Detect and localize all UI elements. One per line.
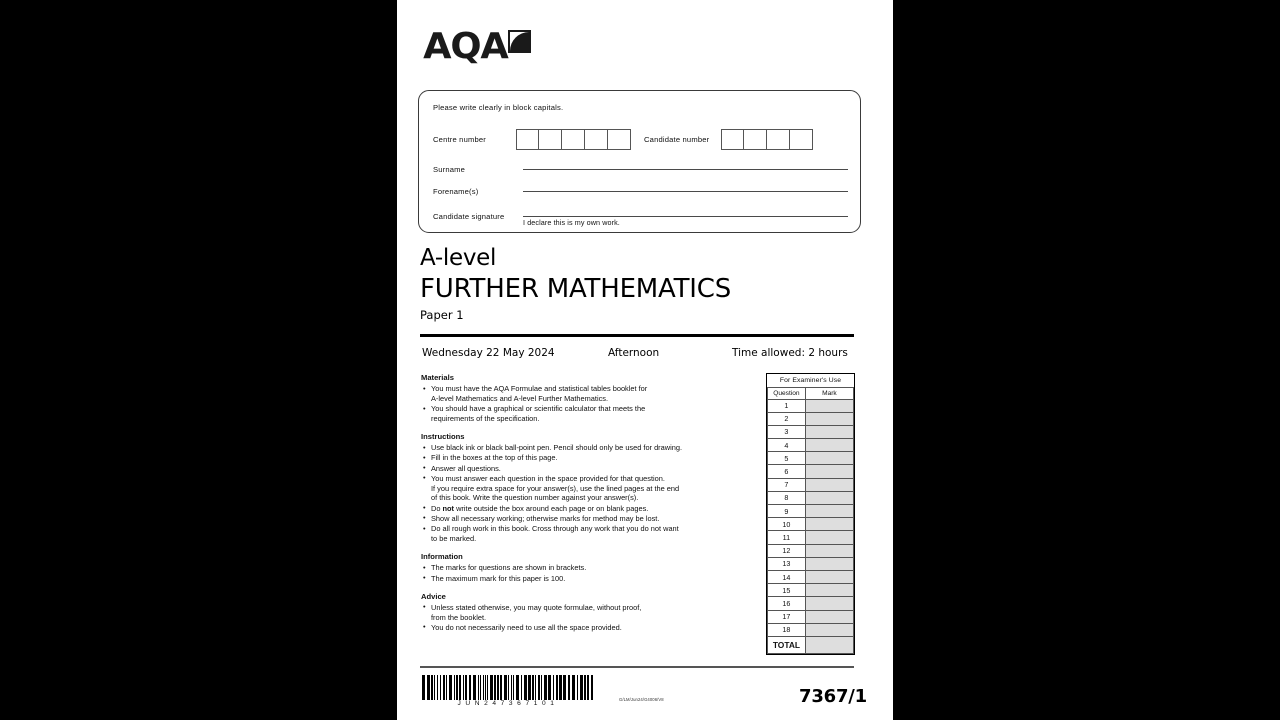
table-row (768, 412, 854, 425)
candidate-signature-label: Candidate signature (433, 212, 505, 221)
instruction-item (422, 384, 765, 404)
instruction-line: • You do not necessarily need to use all the space provided. (431, 622, 622, 632)
barcode-bar (449, 675, 452, 700)
table-row (768, 439, 854, 452)
barcode-bar (556, 675, 558, 700)
barcode-bar (465, 675, 467, 700)
mark-cell[interactable] (805, 399, 853, 412)
declaration-text: I declare this is my own work. (523, 218, 620, 227)
barcode-bar (559, 675, 562, 700)
mark-cell[interactable] (805, 531, 853, 544)
instruction-item (422, 474, 765, 503)
question-number-cell: 9 (768, 505, 806, 518)
barcode-digits: JUN247367101 (457, 700, 559, 707)
document-code: G/LM/Jun24/G4006/V8 (619, 697, 664, 702)
footer-divider (420, 666, 854, 668)
mark-cell[interactable] (805, 439, 853, 452)
exam-duration: Time allowed: 2 hours (732, 347, 848, 359)
table-row (768, 584, 854, 597)
barcode-bar (427, 675, 430, 700)
barcode-bar (469, 675, 471, 700)
centre-number-cell[interactable] (562, 129, 585, 150)
mark-cell[interactable] (805, 412, 853, 425)
barcode-bar (511, 675, 512, 700)
instruction-item (422, 404, 765, 424)
question-number-cell: 5 (768, 452, 806, 465)
barcode-bar (587, 675, 589, 700)
section-bullet-list (422, 384, 765, 424)
exam-session: Afternoon (608, 347, 660, 359)
centre-number-cell[interactable] (585, 129, 608, 150)
question-number-cell: 3 (768, 425, 806, 438)
barcode-bar (568, 675, 570, 700)
instruction-item (422, 574, 765, 584)
barcode-bar (431, 675, 433, 700)
instruction-line: • Do not write outside the box around each page or on blank pages. (431, 503, 649, 513)
section-gap (421, 584, 765, 592)
instruction-line: • Show all necessary working; otherwise marks for method may be lost. (431, 513, 660, 523)
candidate-number-boxes[interactable] (721, 129, 813, 150)
centre-number-label: Centre number (433, 135, 486, 144)
instruction-item (422, 603, 765, 623)
centre-number-cell[interactable] (516, 129, 539, 150)
mark-cell[interactable] (805, 544, 853, 557)
table-row-total (768, 636, 854, 653)
barcode-bar (463, 675, 464, 700)
barcode-bar (443, 675, 445, 700)
table-row (768, 518, 854, 531)
mark-cell[interactable] (805, 584, 853, 597)
barcode-bar (541, 675, 542, 700)
table-row (768, 623, 854, 636)
question-number-cell: 4 (768, 439, 806, 452)
barcode-bar (538, 675, 540, 700)
barcode-bar (459, 675, 461, 700)
barcode-bar (456, 675, 458, 700)
instructions-column (421, 373, 765, 633)
barcode-bar (521, 675, 522, 700)
table-row (768, 557, 854, 570)
table-row (768, 478, 854, 491)
question-number-cell: 17 (768, 610, 806, 623)
question-number-cell: 11 (768, 531, 806, 544)
barcode-icon (422, 675, 594, 700)
barcode-bar (487, 675, 488, 700)
instruction-item (422, 453, 765, 463)
section-heading: Materials (421, 373, 454, 382)
paper-number: Paper 1 (420, 308, 464, 322)
paper-code: 7367/1 (799, 686, 867, 707)
candidate-details-box (418, 90, 861, 233)
barcode-bar (434, 675, 435, 700)
instruction-line: If you require extra space for your answer(s), use the lined pages at the end (431, 483, 680, 493)
candidate-number-label: Candidate number (644, 135, 710, 144)
table-row (768, 425, 854, 438)
instruction-item (422, 514, 765, 524)
barcode-bar (437, 675, 438, 700)
block-capitals-note: Please write clearly in block capitals. (433, 103, 564, 112)
instruction-line: • The maximum mark for this paper is 100. (431, 573, 566, 583)
table-row (768, 570, 854, 583)
total-mark-cell[interactable] (805, 636, 853, 653)
barcode-bar (548, 675, 551, 700)
aqa-logo (423, 26, 531, 67)
title-divider (420, 334, 854, 337)
barcode-bar (500, 675, 502, 700)
barcode-bar (494, 675, 496, 700)
barcode-bar (591, 675, 593, 700)
barcode-bar (563, 675, 566, 700)
section-heading: Instructions (421, 432, 465, 442)
barcode-bar (544, 675, 547, 700)
barcode-bar (504, 675, 507, 700)
forenames-field (433, 187, 848, 196)
section-bullet-list (422, 443, 765, 544)
centre-number-field (433, 129, 631, 150)
total-label-cell: TOTAL (768, 636, 806, 653)
barcode-bar (535, 675, 536, 700)
table-row (768, 505, 854, 518)
table-row (768, 465, 854, 478)
instruction-line: A-level Mathematics and A-level Further Mathematics. (431, 393, 609, 403)
instruction-line: • Answer all questions. (431, 463, 501, 473)
table-row (768, 610, 854, 623)
barcode-bar (528, 675, 531, 700)
instruction-line: • The marks for questions are shown in brackets. (431, 563, 587, 573)
mark-cell[interactable] (805, 452, 853, 465)
centre-number-cell[interactable] (608, 129, 631, 150)
barcode-bar (485, 675, 486, 700)
barcode-bar (532, 675, 534, 700)
candidate-number-cell[interactable] (767, 129, 790, 150)
barcode-bar (524, 675, 527, 700)
section-gap (421, 424, 765, 432)
examiner-table-col-mark: Mark (805, 387, 853, 399)
candidate-signature-input[interactable] (523, 216, 848, 217)
question-number-cell: 10 (768, 518, 806, 531)
instruction-item (422, 623, 765, 633)
barcode-bar (480, 675, 481, 700)
instruction-line: • Use black ink or black ball-point pen. Pencil should only be used for drawing. (431, 443, 683, 453)
barcode-bar (422, 675, 425, 700)
barcode-bar (483, 675, 484, 700)
section-bullet-list (422, 563, 765, 583)
instruction-item (422, 563, 765, 573)
question-number-cell: 16 (768, 597, 806, 610)
mark-cell[interactable] (805, 557, 853, 570)
examiner-table-title: For Examiner's Use (768, 374, 854, 387)
examiner-use-table (766, 373, 855, 655)
barcode-bar (454, 675, 455, 700)
barcode-bar (516, 675, 519, 700)
instruction-line: • Unless stated otherwise, you may quote formulae, without proof, (431, 602, 642, 612)
forenames-input[interactable] (523, 191, 848, 192)
forenames-label: Forename(s) (433, 187, 479, 196)
mark-cell[interactable] (805, 505, 853, 518)
instruction-line: to be marked. (431, 533, 477, 543)
barcode-bar (473, 675, 476, 700)
surname-field (433, 165, 848, 174)
surname-input[interactable] (523, 169, 848, 170)
section-bullet-list (422, 603, 765, 633)
instruction-line: • Fill in the boxes at the top of this page. (431, 453, 558, 463)
barcode-bar (513, 675, 514, 700)
qualification-level: A-level (420, 245, 497, 271)
table-row (768, 491, 854, 504)
table-row (768, 399, 854, 412)
question-number-cell: 15 (768, 584, 806, 597)
mark-cell[interactable] (805, 478, 853, 491)
surname-label: Surname (433, 165, 466, 174)
aqa-leaf-logo-icon (508, 30, 531, 53)
barcode-bar (580, 675, 583, 700)
question-number-cell: 14 (768, 570, 806, 583)
instruction-line: • You must answer each question in the space provided for that question. (431, 473, 665, 483)
instruction-line: from the booklet. (431, 612, 487, 622)
instruction-line: requirements of the specification. (431, 413, 540, 423)
mark-cell[interactable] (805, 597, 853, 610)
instruction-line: • You should have a graphical or scientific calculator that meets the (431, 404, 646, 414)
mark-cell[interactable] (805, 610, 853, 623)
question-number-cell: 13 (768, 557, 806, 570)
exam-paper-page (397, 0, 893, 720)
table-row (768, 452, 854, 465)
question-number-cell: 1 (768, 399, 806, 412)
instruction-item (422, 504, 765, 514)
mark-cell[interactable] (805, 623, 853, 636)
examiner-table-body (768, 399, 854, 653)
candidate-number-cell[interactable] (790, 129, 813, 150)
barcode-bar (508, 675, 509, 700)
table-row (768, 531, 854, 544)
examiner-table-col-question: Question (768, 387, 806, 399)
barcode-bar (584, 675, 586, 700)
candidate-number-field (644, 129, 813, 150)
section-heading: Advice (421, 591, 446, 601)
mark-cell[interactable] (805, 518, 853, 531)
instruction-item (422, 524, 765, 544)
instruction-line: • Do all rough work in this book. Cross through any work that you do not want (431, 524, 679, 534)
barcode-bar (553, 675, 554, 700)
mark-cell[interactable] (805, 465, 853, 478)
centre-number-cell[interactable] (539, 129, 562, 150)
subject-title: FURTHER MATHEMATICS (420, 274, 732, 304)
barcode-bar (577, 675, 578, 700)
barcode-bar (497, 675, 499, 700)
candidate-number-cell[interactable] (744, 129, 767, 150)
aqa-wordmark: AQA (423, 26, 508, 67)
instruction-item (422, 443, 765, 453)
question-number-cell: 7 (768, 478, 806, 491)
section-gap (421, 544, 765, 552)
table-row (768, 544, 854, 557)
instruction-item (422, 464, 765, 474)
mark-cell[interactable] (805, 570, 853, 583)
barcode-bar (572, 675, 575, 700)
candidate-number-cell[interactable] (721, 129, 744, 150)
barcode-bar (446, 675, 447, 700)
barcode-bar (478, 675, 479, 700)
instruction-line: of this book. Write the question number against your answer(s). (431, 493, 639, 503)
barcode-bar (440, 675, 441, 700)
question-number-cell: 2 (768, 412, 806, 425)
section-heading: Information (421, 552, 463, 562)
question-number-cell: 12 (768, 544, 806, 557)
barcode-bar (490, 675, 493, 700)
mark-cell[interactable] (805, 425, 853, 438)
mark-cell[interactable] (805, 491, 853, 504)
instruction-line: • You must have the AQA Formulae and statistical tables booklet for (431, 384, 648, 394)
question-number-cell: 18 (768, 623, 806, 636)
candidate-signature-field (433, 212, 848, 221)
exam-date: Wednesday 22 May 2024 (422, 347, 555, 359)
question-number-cell: 8 (768, 491, 806, 504)
centre-number-boxes[interactable] (516, 129, 631, 150)
table-row (768, 597, 854, 610)
question-number-cell: 6 (768, 465, 806, 478)
